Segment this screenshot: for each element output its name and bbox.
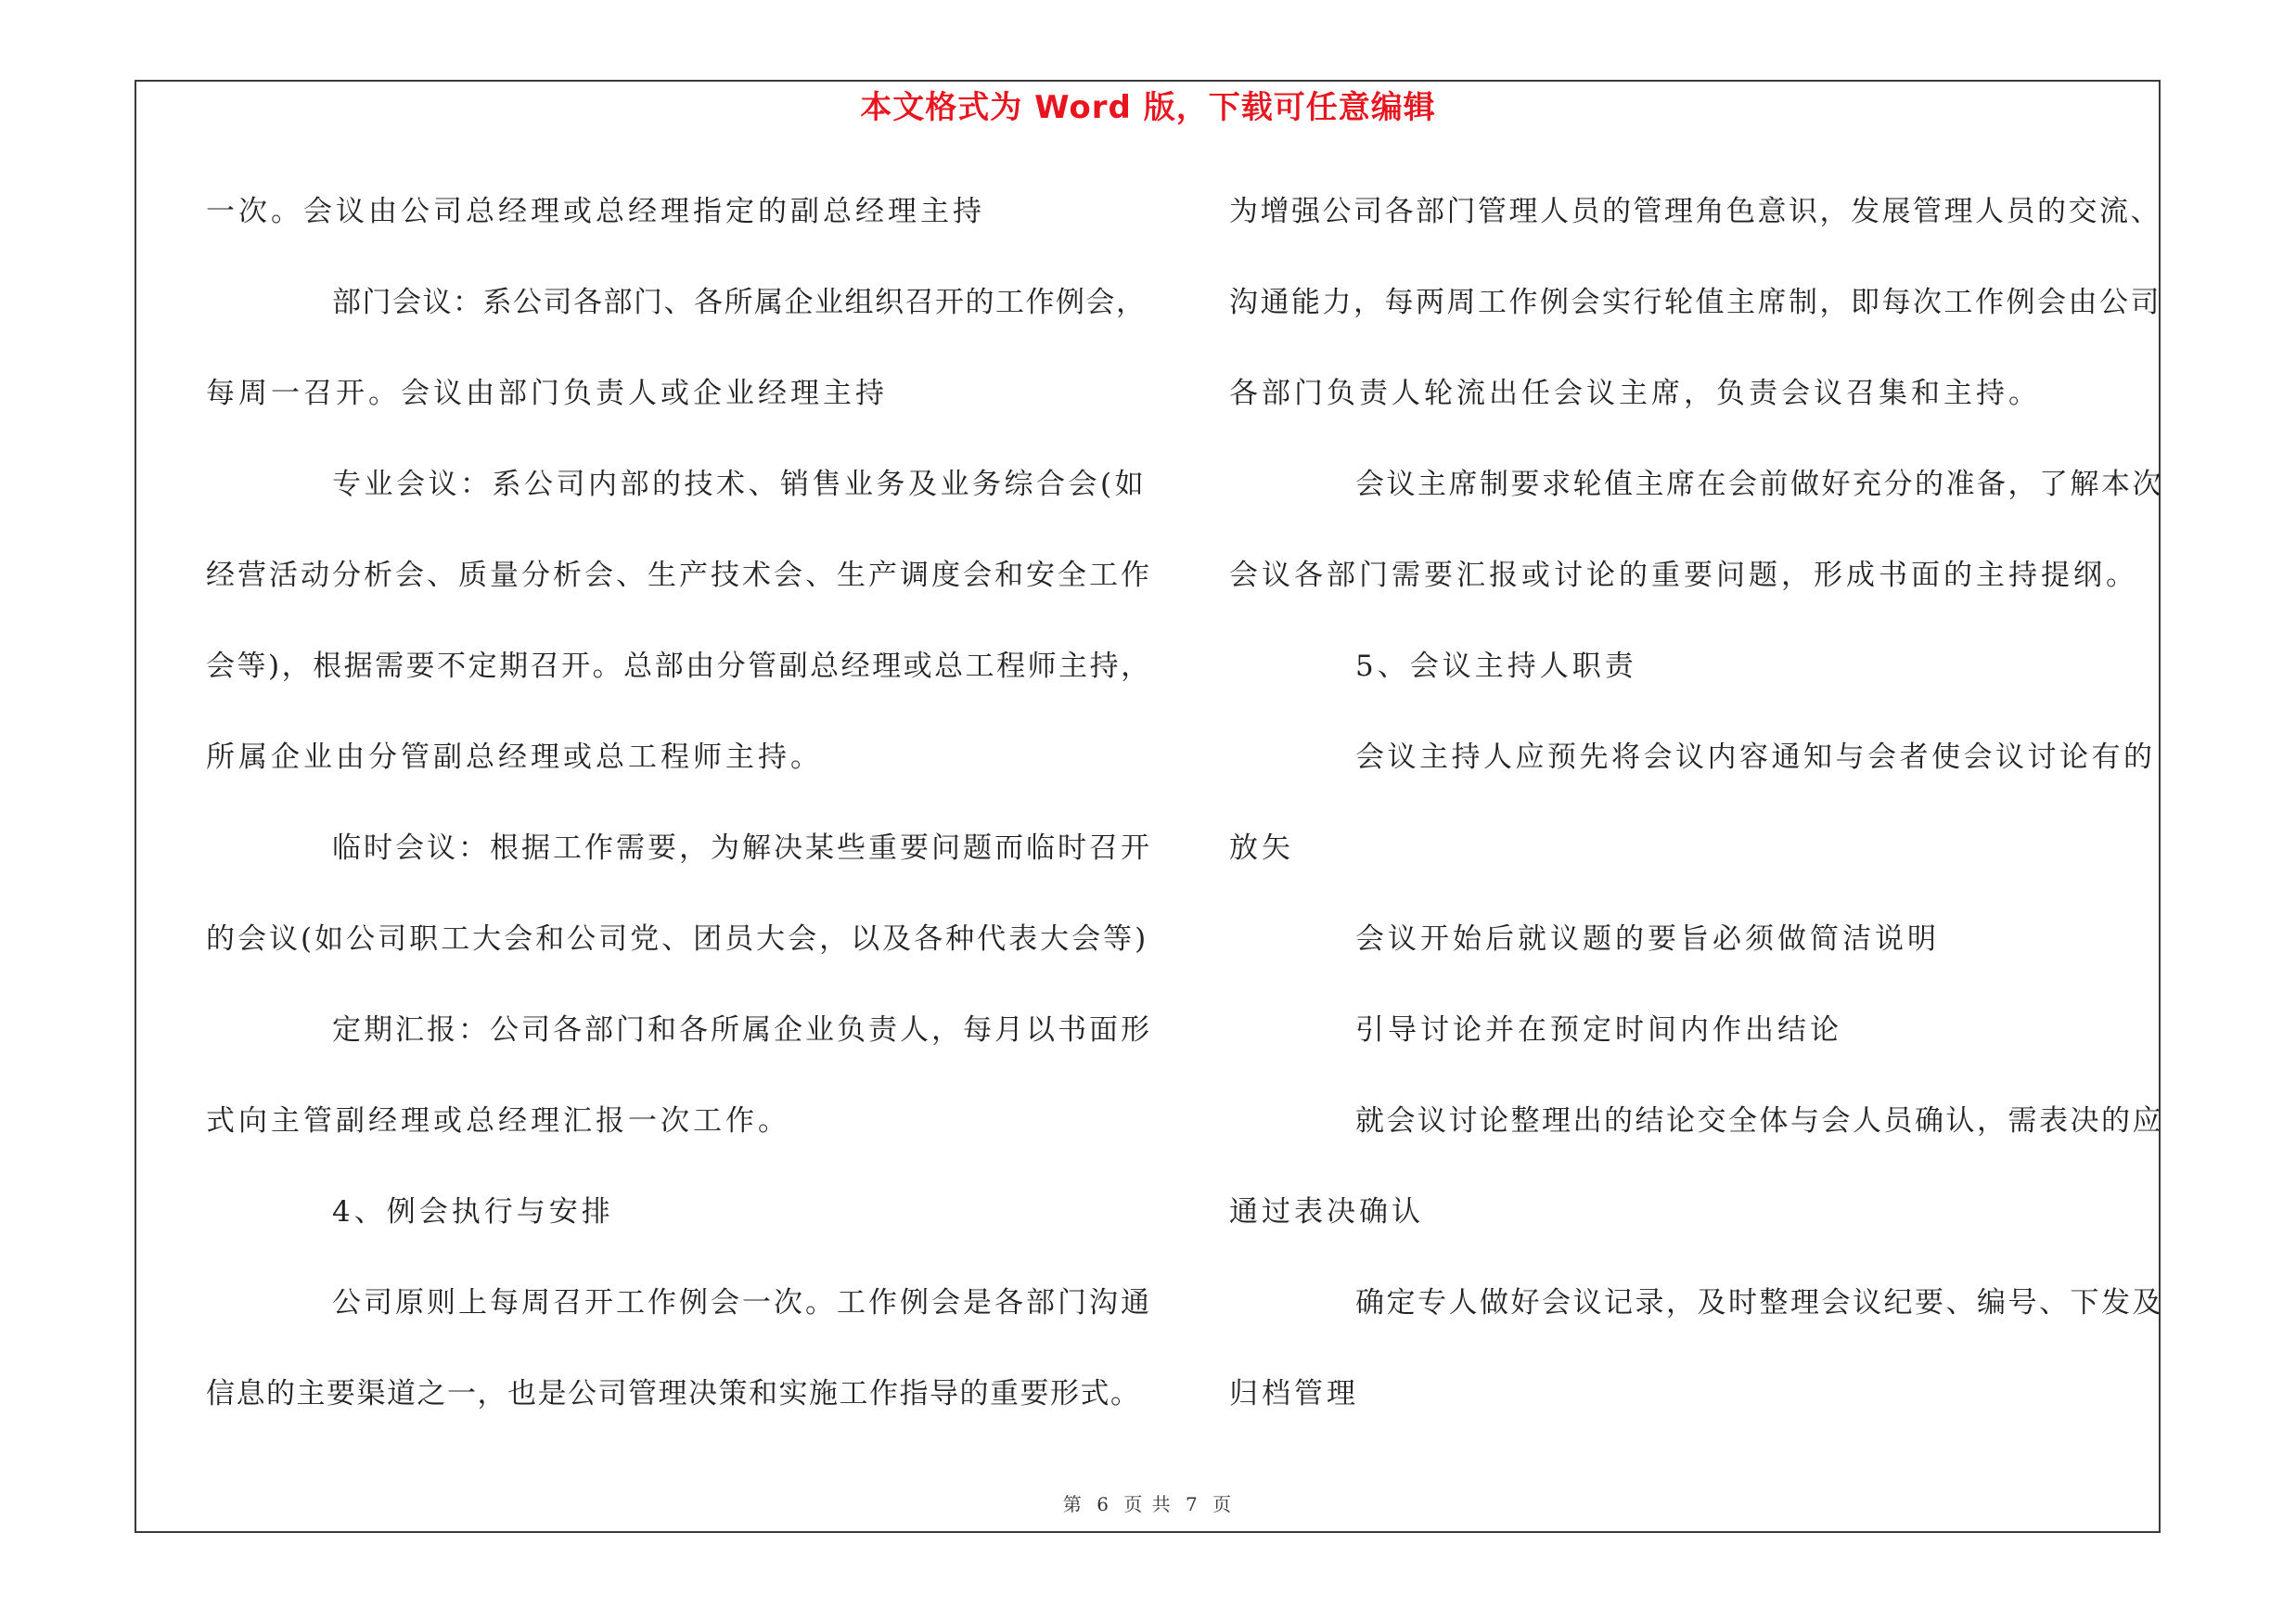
right-line-5: 会议各部门需要汇报或讨论的重要问题，形成书面的主持提纲。: [1229, 559, 2138, 592]
left-line-8: 临时会议：根据工作需要，为解决某些重要问题而临时召开: [332, 831, 1152, 865]
left-line-7: 所属企业由分管副总经理或总工程师主持。: [206, 741, 823, 774]
right-line-6: 5、会议主持人职责: [1355, 650, 1637, 683]
right-line-13: 确定专人做好会议记录，及时整理会议纪要、编号、下发及: [1355, 1286, 2163, 1320]
right-line-14: 归档管理: [1229, 1377, 1359, 1410]
footer-middle: 页 共: [1123, 1493, 1173, 1515]
right-line-7: 会议主持人应预先将会议内容通知与会者使会议讨论有的: [1355, 741, 2156, 774]
left-line-10: 定期汇报：公司各部门和各所属企业负责人，每月以书面形: [332, 1013, 1152, 1047]
right-line-4: 会议主席制要求轮值主席在会前做好充分的准备，了解本次: [1355, 468, 2163, 501]
right-line-10: 引导讨论并在预定时间内作出结论: [1355, 1013, 1842, 1047]
footer-prefix: 第: [1062, 1493, 1084, 1515]
left-line-13: 公司原则上每周召开工作例会一次。工作例会是各部门沟通: [332, 1286, 1152, 1320]
left-line-1: 一次。会议由公司总经理或总经理指定的副总经理主持: [206, 195, 985, 228]
page-number-footer: [0, 1490, 2296, 1518]
footer-suffix: 页: [1212, 1493, 1234, 1515]
left-line-4: 专业会议：系公司内部的技术、销售业务及业务综合会(如: [332, 468, 1148, 501]
footer-current-page: 6: [1097, 1493, 1110, 1515]
left-line-11: 式向主管副经理或总经理汇报一次工作。: [206, 1104, 790, 1138]
left-line-3: 每周一召开。会议由部门负责人或企业经理主持: [206, 377, 888, 410]
right-line-12: 通过表决确认: [1229, 1195, 1424, 1229]
left-line-2: 部门会议：系公司各部门、各所属企业组织召开的工作例会，: [332, 286, 1147, 319]
left-column: [206, 184, 1152, 1457]
right-line-1: 为增强公司各部门管理人员的管理角色意识，发展管理人员的交流、: [1229, 195, 2161, 228]
right-column: [1229, 184, 2166, 1457]
left-line-9: 的会议(如公司职工大会和公司党、团员大会，以及各种代表大会等): [206, 922, 1149, 956]
left-line-14: 信息的主要渠道之一，也是公司管理决策和实施工作指导的重要形式。: [206, 1377, 1141, 1410]
left-line-6: 会等)，根据需要不定期召开。总部由分管副总经理或总工程师主持，: [206, 650, 1152, 683]
word-format-banner: 本文格式为 Word 版，下载可任意编辑: [860, 89, 1436, 126]
right-line-9: 会议开始后就议题的要旨必须做简洁说明: [1355, 922, 1940, 956]
left-line-5: 经营活动分析会、质量分析会、生产技术会、生产调度会和安全工作: [206, 559, 1152, 592]
left-line-12: 4、例会执行与安排: [332, 1195, 614, 1229]
right-line-8: 放矢: [1229, 831, 1294, 865]
right-line-3: 各部门负责人轮流出任会议主席，负责会议召集和主持。: [1229, 377, 2041, 410]
footer-total-pages: 7: [1186, 1493, 1199, 1515]
right-line-11: 就会议讨论整理出的结论交全体与会人员确认，需表决的应: [1355, 1104, 2163, 1138]
right-line-2: 沟通能力，每两周工作例会实行轮值主席制，即每次工作例会由公司: [1229, 286, 2161, 319]
